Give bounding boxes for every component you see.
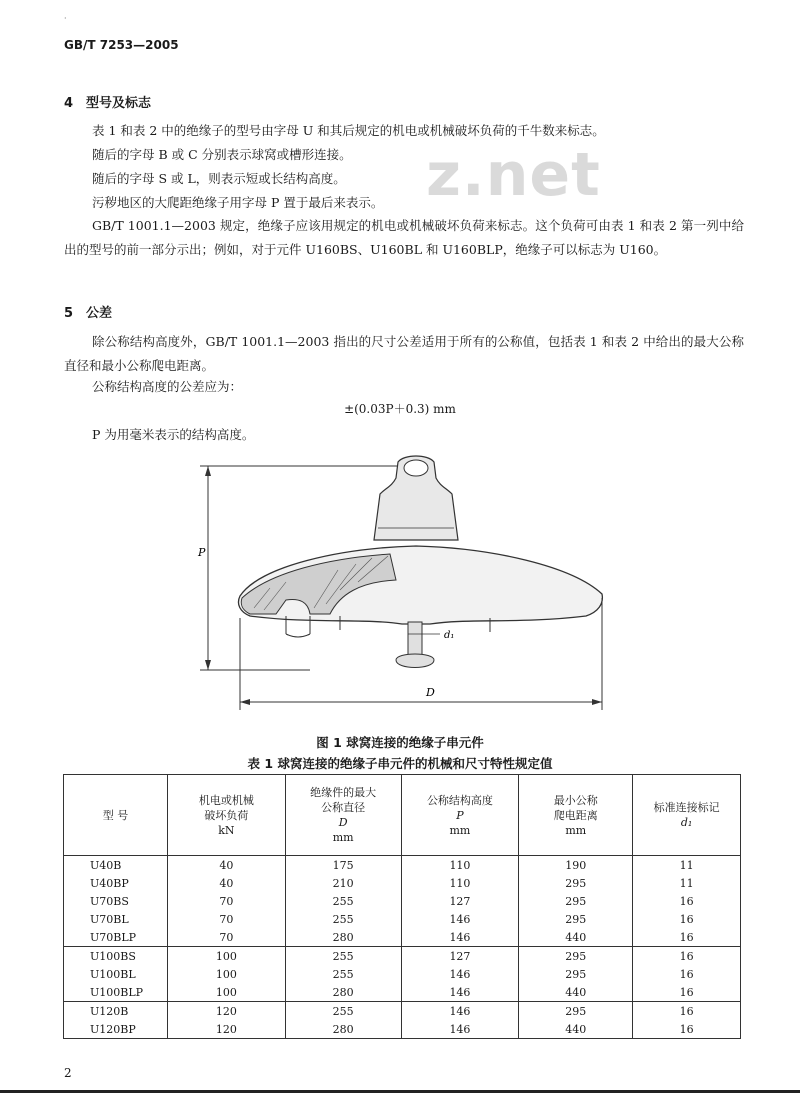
header-load: 机电或机械 破坏负荷 kN	[167, 775, 285, 856]
table-caption: 表 1 球窝连接的绝缘子串元件的机械和尺寸特性规定值	[247, 756, 553, 771]
watermark: z.net	[426, 140, 601, 210]
header-height: 公称结构高度 P mm	[401, 775, 519, 856]
diameter-arrow-right	[592, 699, 602, 705]
table-header-row	[64, 775, 741, 856]
table-row: U40BP 40 210 110 295 11	[64, 874, 741, 892]
insulator-drawing	[190, 448, 620, 728]
metal-pin	[408, 622, 422, 656]
pin-ball	[396, 654, 434, 668]
section-5-para-1: 除公称结构高度外，GB/T 1001.1—2003 指出的尺寸公差适用于所有的公称值，包括表 1 和表 2 中给出的最大公称直径和最小公称爬电距离。	[64, 334, 744, 373]
coupling-label: d₁	[444, 630, 455, 641]
socket-opening	[404, 460, 428, 476]
section-5-title	[64, 302, 112, 321]
section-4-para-4: 污秽地区的大爬距绝缘子用字母 P 置于最后来表示。	[92, 195, 384, 210]
table-row: U70BS 70 255 127 295 16	[64, 892, 741, 910]
rib-curve	[286, 634, 310, 637]
height-arrow-top	[205, 466, 211, 476]
section-4-para-1: 表 1 和表 2 中的绝缘子的型号由字母 U 和其后规定的机电或机械破坏负荷的千牛数来标志。	[92, 123, 605, 138]
table-row: U100BL 100 255 146 295 16	[64, 965, 741, 983]
header-coupling: 标准连接标记 d₁	[633, 775, 741, 856]
diameter-label: D	[426, 686, 435, 699]
table-row: U100BLP 100 280 146 440 16	[64, 983, 741, 1002]
section-5-para-2: 公称结构高度的公差应为：	[92, 379, 243, 394]
figure-caption: 图 1 球窝连接的绝缘子串元件	[316, 735, 484, 750]
header-diameter: 绝缘件的最大 公称直径 D mm	[285, 775, 401, 856]
header-model: 型 号	[64, 775, 168, 856]
section-4-title	[64, 92, 151, 111]
table-row: U120BP 120 280 146 440 16	[64, 1020, 741, 1039]
section-4-para-2: 随后的字母 B 或 C 分别表示球窝或槽形连接。	[92, 147, 352, 162]
scan-speck: ·	[64, 14, 67, 23]
table-row: U70BL 70 255 146 295 16	[64, 910, 741, 928]
header-creepage: 最小公称 爬电距离 mm	[519, 775, 633, 856]
section-4-para-5: GB/T 1001.1—2003 规定，绝缘子应该用规定的机电或机械破坏负荷来标志。这个负荷可由表 1 和表 2 第一列中给出的型号的前一部分示出；例如，对于元件 U160BS、U160BL 和 U160BLP，绝缘子可以标志为 U160。	[64, 218, 744, 257]
section-4-heading: 型号及标志	[86, 96, 152, 111]
diameter-arrow-left	[240, 699, 250, 705]
formula-note: P 为用毫米表示的结构高度。	[92, 427, 255, 442]
table-row: U40B 40 175 110 190 11	[64, 856, 741, 875]
tolerance-formula: ±(0.03P＋0.3) mm	[344, 402, 456, 416]
height-arrow-bottom	[205, 660, 211, 670]
standard-header: GB/T 7253—2005	[64, 38, 179, 52]
section-4-number: 4	[64, 96, 74, 111]
height-label: P	[198, 546, 206, 559]
bottom-rule	[0, 1090, 800, 1093]
table-row: U70BLP 70 280 146 440 16	[64, 928, 741, 947]
section-5-heading: 公差	[86, 306, 113, 321]
page-number: 2	[64, 1066, 72, 1080]
section-5-number: 5	[64, 306, 74, 321]
spec-table	[63, 774, 741, 1039]
section-4-para-3: 随后的字母 S 或 L，则表示短或长结构高度。	[92, 171, 346, 186]
table-row: U120B 120 255 146 295 16	[64, 1002, 741, 1021]
table-row: U100BS 100 255 127 295 16	[64, 947, 741, 966]
